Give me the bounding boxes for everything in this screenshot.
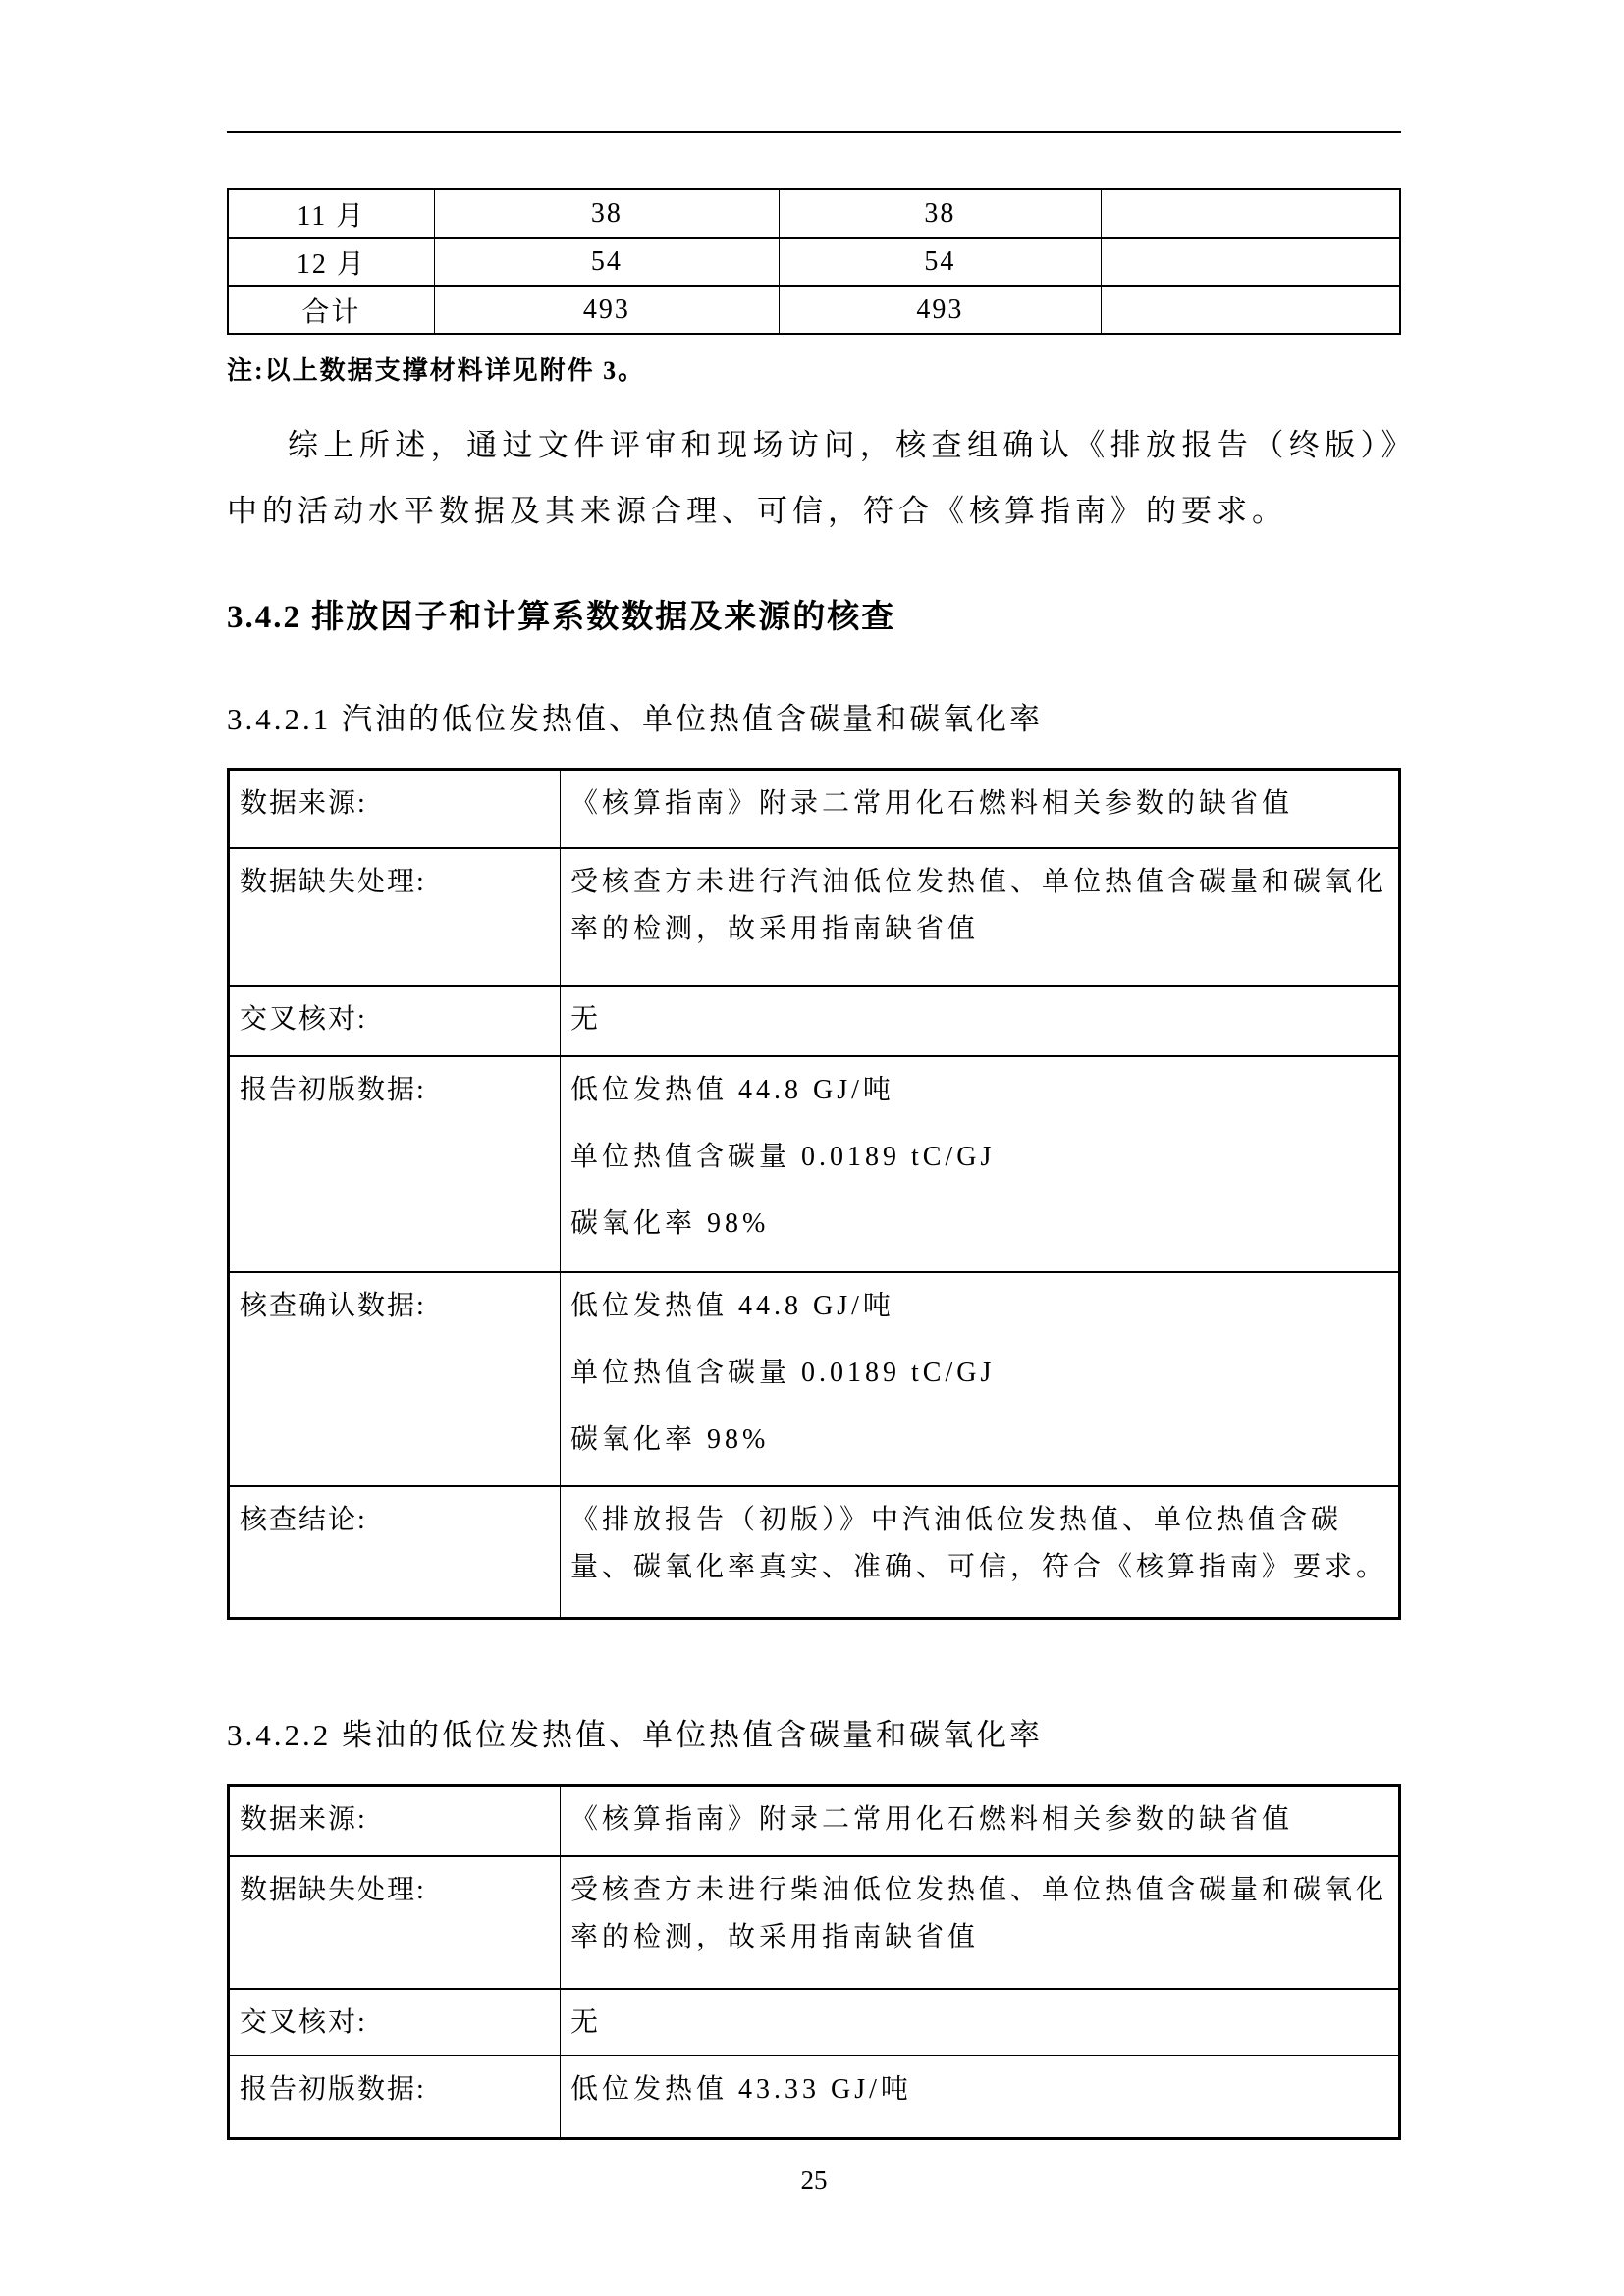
empty-cell [1101,238,1400,286]
value-line: 受核查方未进行汽油低位发热值、单位热值含碳量和碳氧化率的检测，故采用指南缺省值 [570,866,1388,944]
value-cell: 38 [780,189,1102,238]
value-line: 低位发热值 44.8 GJ/吨 [570,1290,894,1321]
value-line: 低位发热值 43.33 GJ/吨 [570,2073,912,2105]
table-row-data-source [229,770,1400,848]
subsection-heading-diesel: 3.4.2.2 柴油的低位发热值、单位热值含碳量和碳氧化率 [227,1718,1043,1752]
value-line: 《排放报告（初版）》中汽油低位发热值、单位热值含碳量、碳氧化率真实、准确、可信，符合《核算指南》要求。 [570,1504,1388,1582]
value-line: 单位热值含碳量 0.0189 tC/GJ [570,1141,996,1172]
value-line: 无 [570,2006,603,2038]
table-row-conclusion [229,1486,1400,1619]
value-line: 低位发热值 44.8 GJ/吨 [570,1074,894,1105]
table-row-initial-report-data [229,2056,1400,2139]
empty-cell [1101,286,1400,334]
row-label: 报告初版数据: [229,2056,561,2139]
row-value [561,1786,1400,1856]
table-row-initial-report-data [229,1056,1400,1272]
value-line: 《核算指南》附录二常用化石燃料相关参数的缺省值 [570,1804,1294,1835]
row-value [561,2056,1400,2139]
table-row-cross-check [229,986,1400,1056]
row-value [561,1272,1400,1486]
row-label: 核查结论: [229,1486,561,1619]
total-label-cell: 合计 [228,286,434,334]
value-cell: 54 [780,238,1102,286]
table-row [228,189,1400,238]
row-value [561,986,1400,1056]
value-cell: 38 [434,189,779,238]
row-label: 数据来源: [229,1786,561,1856]
header-rule [227,131,1401,133]
summary-paragraph: 综上所述，通过文件评审和现场访问，核查组确认《排放报告（终版）》中的活动水平数据及其来源合理、可信，符合《核算指南》的要求。 [227,428,1401,528]
row-value [561,1056,1400,1272]
value-line: 碳氧化率 98% [570,1423,770,1455]
row-value [561,848,1400,986]
table-row-missing-data [229,1856,1400,1989]
page-number: 25 [800,2165,828,2195]
value-line: 单位热值含碳量 0.0189 tC/GJ [570,1357,996,1388]
table-row-missing-data [229,848,1400,986]
row-value [561,1989,1400,2056]
value-line: 《核算指南》附录二常用化石燃料相关参数的缺省值 [570,788,1294,819]
table-row [228,238,1400,286]
row-value [561,770,1400,848]
month-cell: 12 月 [228,238,434,286]
row-value [561,1486,1400,1619]
row-label: 数据来源: [229,770,561,848]
table-row-cross-check [229,1989,1400,2056]
table-row-total [228,286,1400,334]
table-row-data-source [229,1786,1400,1856]
row-label: 报告初版数据: [229,1056,561,1272]
value-line: 受核查方未进行柴油低位发热值、单位热值含碳量和碳氧化率的检测，故采用指南缺省值 [570,1874,1388,1952]
row-label: 交叉核对: [229,1989,561,2056]
row-label: 核查确认数据: [229,1272,561,1486]
subsection-heading-gasoline: 3.4.2.1 汽油的低位发热值、单位热值含碳量和碳氧化率 [227,702,1043,736]
value-line: 无 [570,1003,603,1035]
value-line: 碳氧化率 98% [570,1207,770,1239]
value-cell: 54 [434,238,779,286]
page-content [227,131,1401,2196]
month-cell: 11 月 [228,189,434,238]
total-value-cell: 493 [434,286,779,334]
empty-cell [1101,189,1400,238]
section-heading-3-4-2: 3.4.2 排放因子和计算系数数据及来源的核查 [227,600,896,635]
table-row-verified-data [229,1272,1400,1486]
monthly-data-table [227,188,1401,335]
diesel-verification-table [227,1784,1401,2140]
total-value-cell: 493 [780,286,1102,334]
row-label: 数据缺失处理: [229,1856,561,1989]
row-label: 数据缺失处理: [229,848,561,986]
note-text: 注:以上数据支撑材料详见附件 3。 [227,356,646,385]
row-label: 交叉核对: [229,986,561,1056]
row-value [561,1856,1400,1989]
gasoline-verification-table [227,768,1401,1620]
